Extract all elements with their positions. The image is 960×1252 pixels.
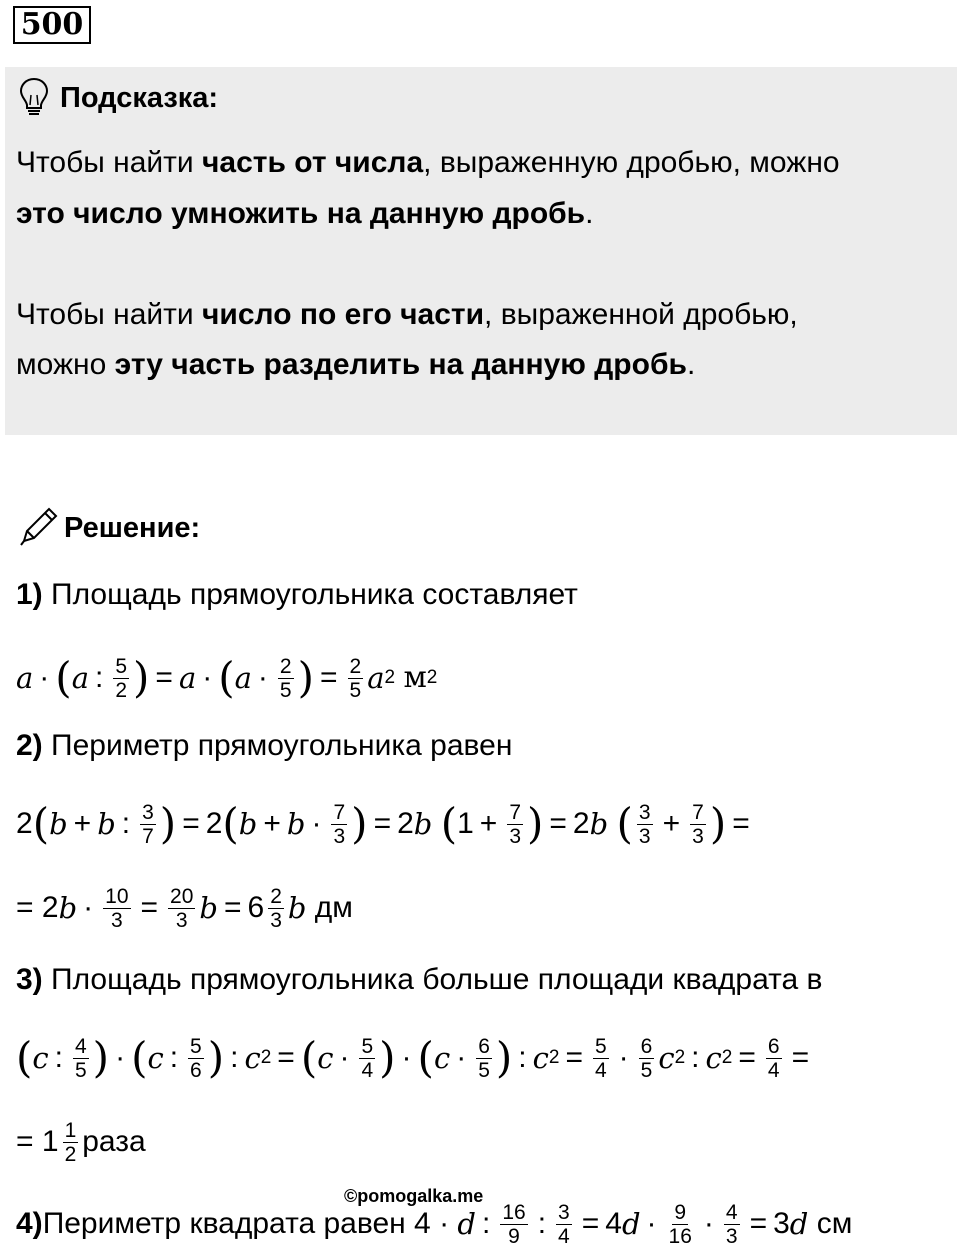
step-4-line: 4) Периметр квадрата равен 4 · d : $\frac{16}{9}$ : $\frac{3}{4}$ = 4 d · $\frac{9}{16}$ · $\frac{4}{3}$ = 3 d см xyxy=(16,1200,853,1248)
pencil-icon xyxy=(18,505,60,547)
hint-paragraph-1-line-1: Чтобы найти часть от числа, выраженную дробью, можно xyxy=(16,146,840,179)
step-1-text: 1) Площадь прямоугольника составляет xyxy=(16,578,578,611)
step-2-text: 2) Периметр прямоугольника равен xyxy=(16,729,513,762)
hint-title: Подсказка: xyxy=(60,82,219,114)
lightbulb-icon xyxy=(18,77,50,117)
step-3-text: 3) Площадь прямоугольника больше площади квадрата в xyxy=(16,963,823,996)
formula-1: a · ( a : $\frac{5}{2}$ ) = a · ( a · $\frac{2}{5}$ ) = $\frac{2}{5}$ a 2 м 2 xyxy=(16,653,438,702)
formula-2: 2 ( b + b : $\frac{3}{7}$ ) = 2 ( b + b · $\frac{7}{3}$ ) = 2 b ( 1 + $\frac{7}{3}$ ) = 2 b ( $\frac{3}{3}$ + $\frac{7}{3}$ ) = xyxy=(16,799,750,848)
hint-paragraph-2-line-1: Чтобы найти число по его части, выраженной дробью, xyxy=(16,298,798,331)
formula-4: ( c : $\frac{4}{5}$ ) · ( c : $\frac{5}{6}$ ) : c 2 = ( c · $\frac{5}{4}$ ) · ( c · $\frac{6}{5}$ ) : c 2 = $\frac{5}{4}$ · $\frac{6}{5}$ c 2 : c 2 = $\frac{6}{4}$ = xyxy=(16,1033,810,1082)
hint-paragraph-2-line-2: можно эту часть разделить на данную дробь. xyxy=(16,348,696,381)
hint-paragraph-1-line-2: это число умножить на данную дробь. xyxy=(16,197,594,230)
watermark: ©pomogalka.me xyxy=(344,1186,484,1206)
formula-5: = 1 $\frac{1}{2}$ раза xyxy=(16,1118,146,1166)
formula-3: = 2 b · $\frac{10}{3}$ = $\frac{20}{3}$ b = 6 $\frac{2}{3}$ b дм xyxy=(16,884,353,932)
task-number: 500 xyxy=(13,6,91,44)
solution-title: Решение: xyxy=(64,512,201,544)
